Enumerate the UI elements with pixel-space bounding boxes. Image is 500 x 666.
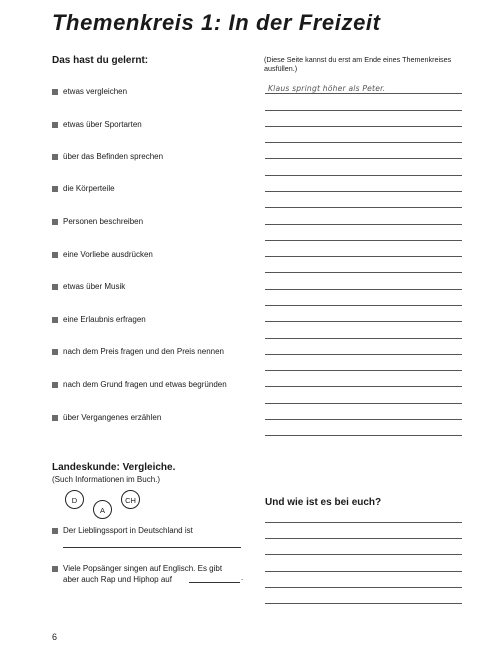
answer-line[interactable] xyxy=(265,338,462,339)
skill-item: Personen beschreiben xyxy=(52,217,143,226)
skill-item: etwas über Sportarten xyxy=(52,120,142,129)
comparison-question: Und wie ist es bei euch? xyxy=(265,497,382,508)
square-bullet-icon xyxy=(52,122,58,128)
answer-line[interactable] xyxy=(265,522,462,523)
square-bullet-icon xyxy=(52,382,58,388)
answer-line[interactable] xyxy=(265,571,462,572)
answer-line[interactable] xyxy=(265,224,462,225)
answer-line[interactable] xyxy=(265,554,462,555)
answer-line[interactable] xyxy=(265,435,462,436)
answer-line[interactable] xyxy=(265,354,462,355)
statement-lieblingssport: Der Lieblingssport in Deutschland ist xyxy=(52,525,193,536)
answer-line[interactable] xyxy=(265,175,462,176)
answer-line[interactable] xyxy=(265,289,462,290)
landeskunde-heading: Landeskunde: Vergleiche. xyxy=(52,462,176,473)
answer-line[interactable] xyxy=(265,256,462,257)
answer-line[interactable] xyxy=(265,207,462,208)
statement1-answer-line[interactable] xyxy=(63,547,241,548)
statement-popsaenger: Viele Popsänger singen auf Englisch. Es gibt aber auch Rap und Hiphop auf xyxy=(52,563,222,585)
answer-line[interactable] xyxy=(265,321,462,322)
answer-line[interactable] xyxy=(265,305,462,306)
example-answer: Klaus springt höher als Peter. xyxy=(268,84,386,93)
answer-line[interactable] xyxy=(265,272,462,273)
answer-line[interactable] xyxy=(265,538,462,539)
country-badge-ch: CH xyxy=(121,490,140,509)
square-bullet-icon xyxy=(52,284,58,290)
answer-line[interactable] xyxy=(265,403,462,404)
answer-line[interactable] xyxy=(265,126,462,127)
answer-line[interactable] xyxy=(265,240,462,241)
square-bullet-icon xyxy=(52,566,58,572)
square-bullet-icon xyxy=(52,317,58,323)
skill-item: etwas vergleichen xyxy=(52,87,127,96)
country-badge-a: A xyxy=(93,500,112,519)
skill-item: über Vergangenes erzählen xyxy=(52,413,161,422)
answer-line[interactable] xyxy=(265,110,462,111)
country-badge-d: D xyxy=(65,490,84,509)
answer-line[interactable] xyxy=(265,142,462,143)
answer-line[interactable] xyxy=(265,191,462,192)
square-bullet-icon xyxy=(52,154,58,160)
skill-item: nach dem Grund fragen und etwas begründen xyxy=(52,380,227,389)
skill-item: eine Vorliebe ausdrücken xyxy=(52,250,153,259)
answer-line[interactable] xyxy=(265,386,462,387)
answer-line[interactable] xyxy=(265,587,462,588)
square-bullet-icon xyxy=(52,415,58,421)
statement2-answer-line[interactable] xyxy=(189,582,240,583)
skill-item: etwas über Musik xyxy=(52,282,125,291)
skill-item: die Körperteile xyxy=(52,184,115,193)
page-title: Themenkreis 1: In der Freizeit xyxy=(52,10,381,35)
answer-line[interactable] xyxy=(265,603,462,604)
skill-item: über das Befinden sprechen xyxy=(52,152,163,161)
page-number: 6 xyxy=(52,632,58,642)
landeskunde-subtitle: (Such Informationen im Buch.) xyxy=(52,475,161,484)
square-bullet-icon xyxy=(52,528,58,534)
square-bullet-icon xyxy=(52,89,58,95)
answer-line[interactable] xyxy=(265,419,462,420)
answer-line[interactable] xyxy=(265,93,462,94)
skill-item: eine Erlaubnis erfragen xyxy=(52,315,146,324)
square-bullet-icon xyxy=(52,252,58,258)
square-bullet-icon xyxy=(52,349,58,355)
skill-item: nach dem Preis fragen und den Preis nennen xyxy=(52,347,224,356)
answer-line[interactable] xyxy=(265,158,462,159)
period: . xyxy=(241,573,244,582)
square-bullet-icon xyxy=(52,219,58,225)
instruction-note: (Diese Seite kannst du erst am Ende eines Themenkreises ausfüllen.) xyxy=(264,55,452,73)
square-bullet-icon xyxy=(52,186,58,192)
answer-line[interactable] xyxy=(265,370,462,371)
section-heading: Das hast du gelernt: xyxy=(52,55,149,66)
